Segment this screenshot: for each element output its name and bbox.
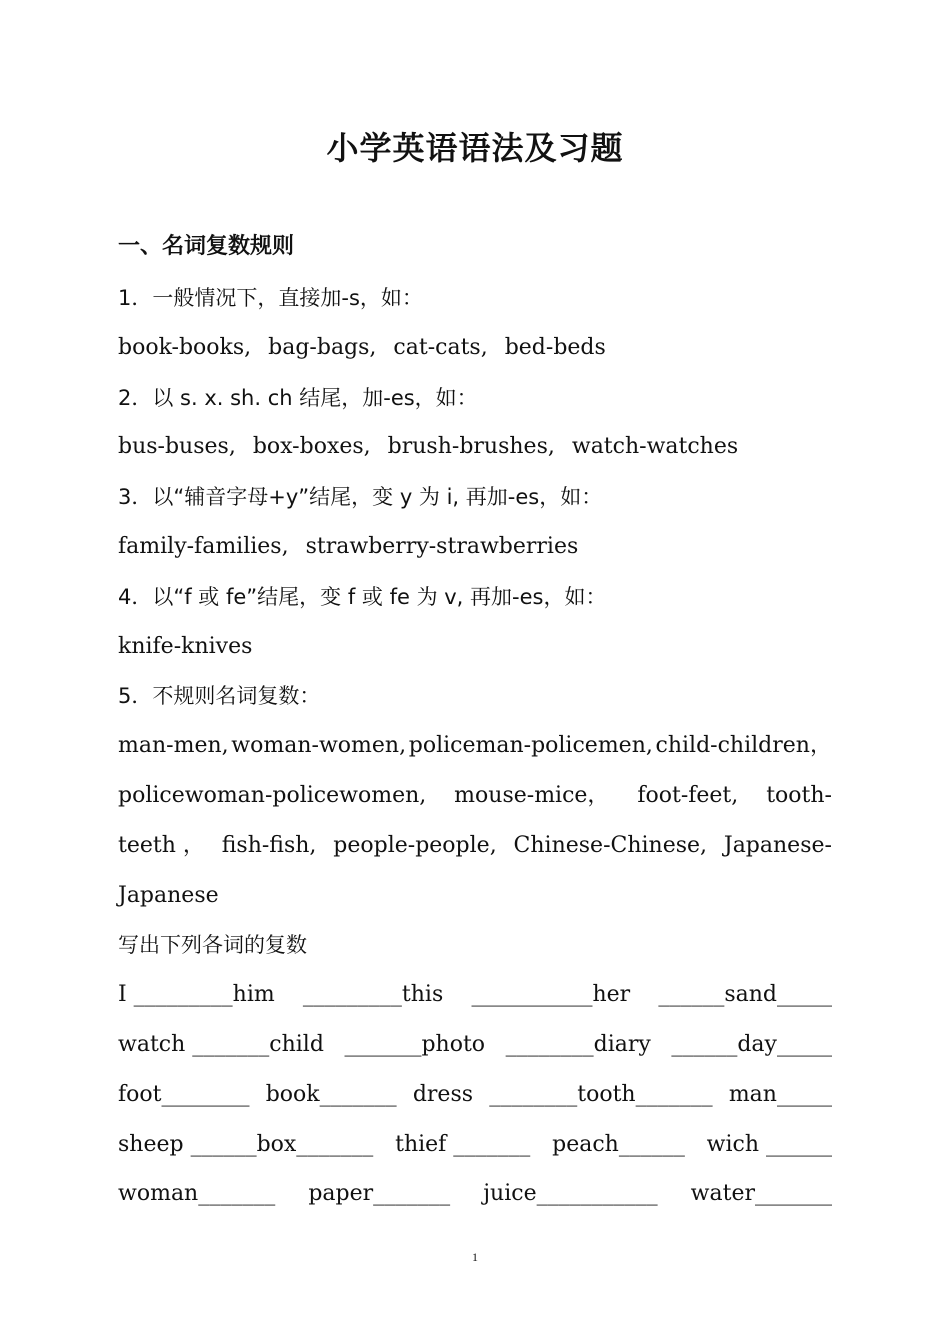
irregular-word: tooth- (766, 782, 832, 808)
irregular-word: fish-fish, (221, 832, 317, 858)
section-heading: 一、名词复数规则 (118, 234, 295, 259)
example-word: strawberry-strawberries (305, 533, 579, 559)
exercise-row (118, 1128, 832, 1178)
rule-label: 3．以“辅音字母+y”结尾，变 y 为 i, 再加-es，如： (118, 485, 603, 510)
rule-label: 5．不规则名词复数： (118, 684, 321, 709)
exercise-item: ______day_____ (671, 1031, 832, 1057)
irregular-line (118, 829, 832, 879)
example-line (118, 630, 832, 680)
content-body (118, 281, 832, 1227)
example-line (118, 331, 832, 381)
example-word: book-books, (118, 334, 252, 360)
exercise-item: sheep ______box_______ (118, 1131, 374, 1157)
irregular-word: woman-women, (231, 733, 407, 759)
irregular-word: Chinese-Chinese, (513, 832, 708, 858)
page-number: 1 (472, 1250, 478, 1264)
irregular-word: man-men, (118, 733, 229, 759)
exercise-row (118, 1028, 832, 1078)
rule-label: 1．一般情况下，直接加-s，如： (118, 286, 423, 310)
exercise-item: foot________ (118, 1081, 250, 1107)
exercise-item: ___________her (471, 982, 631, 1008)
example-word: watch-watches (571, 434, 739, 460)
exercise-item: water_______ (690, 1181, 832, 1207)
exercise-item: ________diary (505, 1031, 651, 1057)
exercise-row (118, 1177, 832, 1227)
exercise-item: ______sand_____ (658, 982, 832, 1008)
irregular-word: Japanese (118, 882, 219, 908)
exercise-item: _______photo (344, 1031, 486, 1057)
example-word: bed-beds (504, 334, 606, 360)
irregular-word: teeth ， (118, 832, 205, 858)
example-word: box-boxes, (252, 434, 371, 460)
exercise-item: dress (412, 1081, 474, 1107)
example-line (118, 530, 832, 580)
example-word: bag-bags, (268, 334, 377, 360)
exercise-item: watch _______child (118, 1031, 324, 1057)
exercise-item: ________tooth_______ (489, 1081, 713, 1107)
example-word: cat-cats, (393, 334, 488, 360)
rule-label: 4．以“f 或 fe”结尾，变 f 或 fe 为 v, 再加-es，如： (118, 584, 607, 609)
example-word: family-families, (118, 533, 289, 559)
irregular-word: child-children， (655, 733, 832, 759)
exercise-item: peach______ (552, 1131, 685, 1157)
irregular-word: foot-feet, (637, 782, 739, 808)
irregular-word: people-people, (333, 832, 497, 858)
irregular-line (118, 879, 832, 929)
example-word: knife-knives (118, 633, 253, 659)
irregular-word: mouse-mice， (454, 782, 610, 808)
exercise-item: _________this (302, 982, 444, 1008)
example-line (118, 430, 832, 480)
irregular-word: policeman-policemen, (408, 733, 653, 759)
exercise-item: paper_______ (308, 1181, 451, 1207)
page-title: 小学英语语法及习题 (326, 129, 624, 167)
rule-label: 2．以 s. x. sh. ch 结尾，加-es，如： (118, 385, 478, 410)
exercise-item: juice___________ (483, 1181, 658, 1207)
irregular-word: policewoman-policewomen, (118, 782, 427, 808)
exercise-item: thief _______ (395, 1131, 531, 1157)
irregular-line (118, 729, 832, 779)
example-word: bus-buses, (118, 434, 236, 460)
exercise-item: I _________him (118, 982, 275, 1008)
exercise-row (118, 978, 832, 1028)
exercise-heading: 写出下列各词的复数 (118, 933, 307, 958)
exercise-item: wich ______ (706, 1131, 832, 1157)
exercise-item: book_______ (265, 1081, 397, 1107)
example-word: brush-brushes, (387, 434, 555, 460)
exercise-item: man_____ (728, 1081, 832, 1107)
irregular-line (118, 779, 832, 829)
exercise-row (118, 1078, 832, 1128)
exercise-item: woman_______ (118, 1181, 276, 1207)
irregular-word: Japanese- (723, 832, 832, 858)
